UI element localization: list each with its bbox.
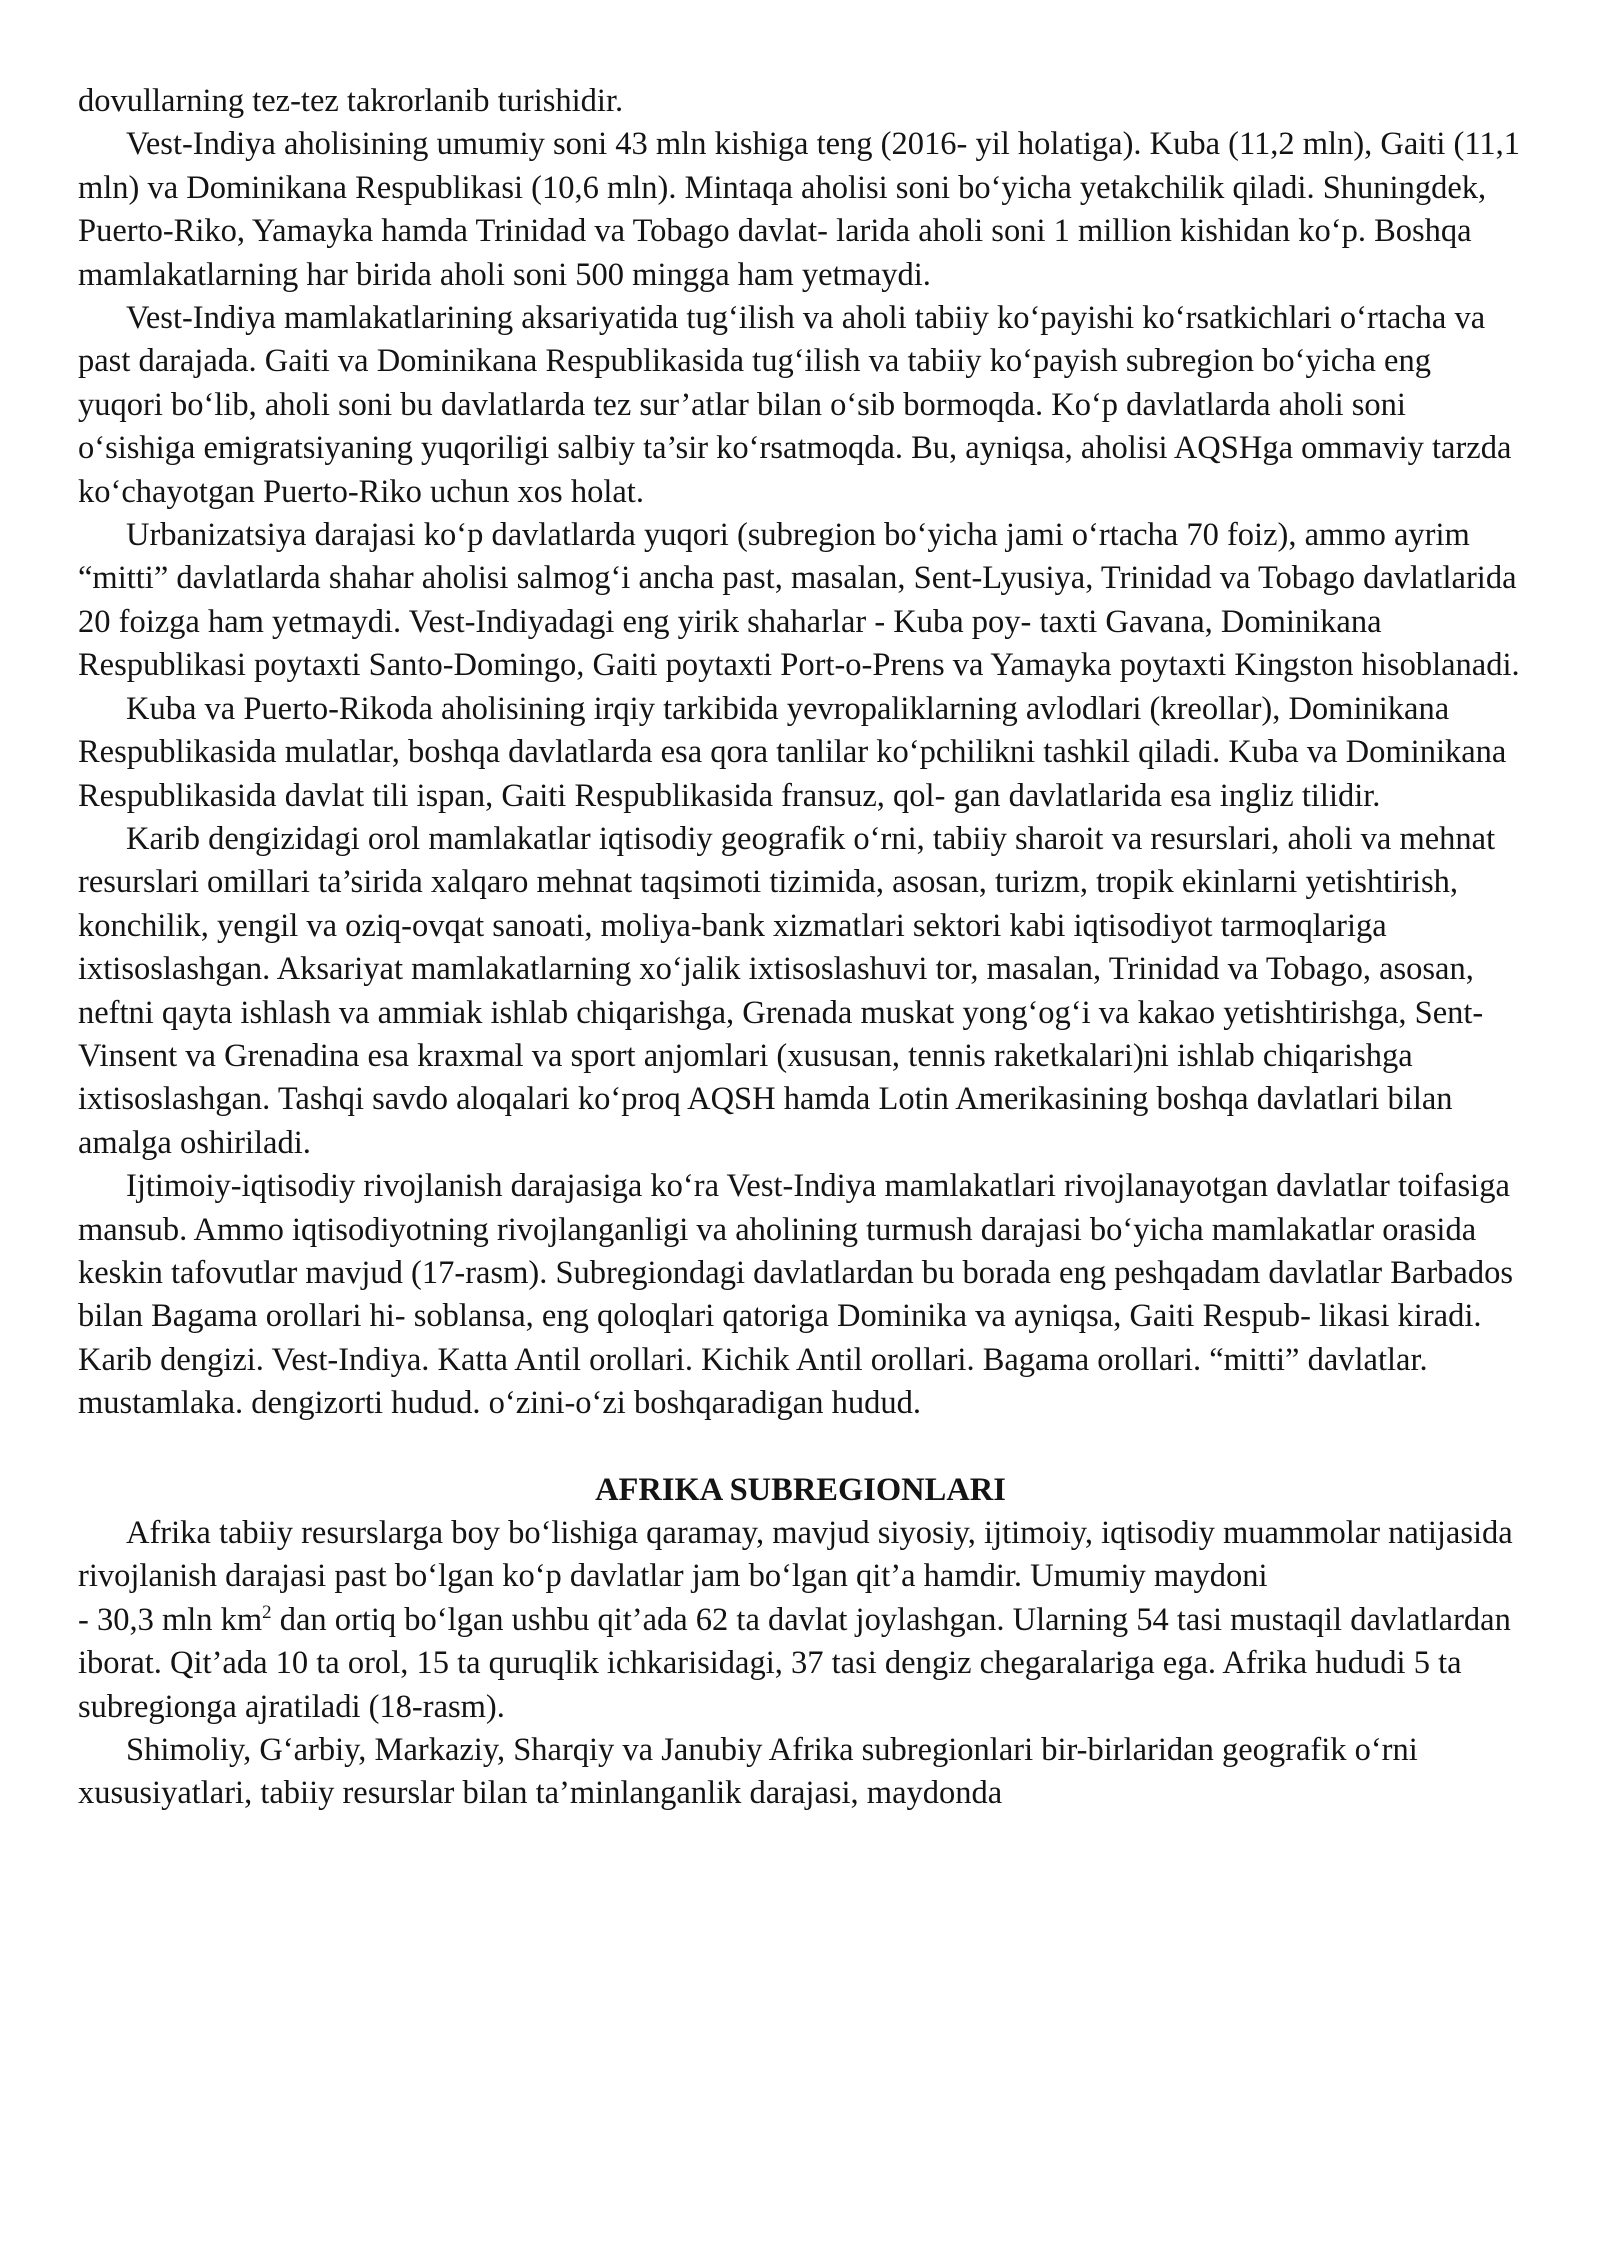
paragraph-africa-intro: Afrika tabiiy resurslarga boy bo‘lishiga qaramay, mavjud siyosiy, ijtimoiy, iqtisodiy muammolar natijasida rivojlanish darajasi past bo‘lgan ko‘p davlatlar jam bo‘lgan qit’a hamdir. Umumiy maydoni [78, 1515, 1513, 1595]
paragraph-economy-intro: Karib dengizidagi orol mamlakatlar iqtisodiy geografik o‘rni, tabiiy sharoit va resurslari, aholi va mehnat resurslari omillari ta’sirida xalqaro mehnat taqsimoti tizimida, asosan, turizm, tropik ekinlarni yetishtirish, [78, 820, 1496, 901]
paragraph-birth-rate: Vest-Indiya mamlakatlarining aksariyatida tug‘ilish va aholi tabiiy ko‘payishi ko‘rsatkichlari o‘rtacha va past darajada. Gaiti va Dominikana Respublikasida tug‘ilish va tabiiy ko‘payish subregion bo‘yicha eng yuqori bo‘lib, aholi soni bu davlatlarda tez sur’atlar bilan o‘sib bormoqda. Ko‘p davlatlarda aholi soni o‘sishiga emigratsiyaning yuqoriligi salbiy ta’sir ko‘rsatmoqda. Bu, ayniqsa, aholisi AQSHga ommaviy tarzda ko‘chayotgan Puerto-Riko uchun xos holat. [78, 300, 1512, 510]
keywords-line: Karib dengizi. Vest-Indiya. Katta Antil orollari. Kichik Antil orollari. Bagama orollari. “mitti” davlatlar. mustamlaka. dengizorti hudud. o‘zini-o‘zi boshqaradigan hudud. [78, 1341, 1428, 1422]
area-lead: - 30,3 mln km [78, 1601, 263, 1638]
paragraph-development-level: Ijtimoiy-iqtisodiy rivojlanish darajasiga ko‘ra Vest-Indiya mamlakatlari rivojlanayotgan davlatlar toifasiga mansub. Ammo iqtisodiyotning rivojlanganligi va aholining turmush darajasi bo‘yicha mamlakatlar orasida keskin tafovutlar mavjud (17-rasm). Subregiondagi davlatlardan bu borada eng peshqadam davlatlar Barbados bilan Bagama orollari hi- soblansa, eng qoloqlari qatoriga Dominika va ayniqsa, Gaiti Respub- likasi kiradi. [78, 1168, 1513, 1335]
document-page [78, 80, 1523, 1816]
area-rest: dan ortiq bo‘lgan ushbu qit’ada 62 ta davlat joylashgan. Ularning 54 tasi mustaqil davlatlardan iborat. Qit’ada 10 ta orol, 15 ta quruqlik ichkarisidagi, 37 tasi dengiz chegaralariga ega. Afrika hududi 5 ta subregionga ajratiladi (18-rasm). [78, 1601, 1511, 1725]
paragraph-economy-specialization: konchilik, yengil va oziq-ovqat sanoati, moliya-bank xizmatlari sektori kabi iqtisodiyot tarmoqlariga ixtisoslashgan. Aksariyat mamlakatlarning xo‘jalik ixtisoslashuvi tor, masalan, Trinidad va Tobago, asosan, neftni qayta ishlash va ammiak ishlab chiqarishga, Grenada muskat yong‘og‘i va kakao yetishtirishga, Sent-Vinsent va Grenadina esa kraxmal va sport anjomlari (xususan, tennis raketkalari)ni ishlab chiqarishga ixtisoslashgan. Tashqi savdo aloqalari ko‘proq AQSH hamda Lotin Amerikasining boshqa davlatlari bilan amalga oshiriladi. [78, 907, 1484, 1161]
paragraph-ethnic-composition: Kuba va Puerto-Rikoda aholisining irqiy tarkibida yevropaliklarning avlodlari (kreollar), Dominikana Respublikasida mulatlar, boshqa davlatlarda esa qora tanlilar ko‘pchilikni tashkil qiladi. Kuba va Dominikana Respublikasida davlat tili ispan, Gaiti Respublikasida fransuz, qol- gan davlatlarida esa ingliz tilidir. [78, 690, 1507, 814]
paragraph-africa-area [78, 1599, 1523, 1729]
paragraph-urbanization: Urbanizatsiya darajasi ko‘p davlatlarda yuqori (subregion bo‘yicha jami o‘rtacha 70 foiz), ammo ayrim “mitti” davlatlarda shahar aholisi salmog‘i ancha past, masalan, Sent-Lyusiya, Trinidad va Tobago davlatlarida 20 foizga ham yetmaydi. Vest-Indiyadagi eng yirik shaharlar - Kuba poy- taxti Gavana, Dominikana Respublikasi poytaxti Santo-Domingo, Gaiti poytaxti Port-o-Prens va Yamayka poytaxti Kingston hisoblanadi. [78, 517, 1520, 684]
paragraph-population: Vest-Indiya aholisining umumiy soni 43 mln kishiga teng (2016- yil holatiga). Kuba (11,2 mln), Gaiti (11,1 mln) va Dominikana Respublikasi (10,6 mln). Mintaqa aholisi soni bo‘yicha yetakchilik qiladi. Shuningdek, Puerto-Riko, Yamayka hamda Trinidad va Tobago davlat- larida aholi soni 1 million kishidan ko‘p. Boshqa mamlakatlarning har birida aholi soni 500 mingga ham yetmaydi. [78, 126, 1521, 293]
section-heading: AFRIKA SUBREGIONLARI [595, 1471, 1006, 1508]
paragraph-continuation: dovullarning tez-tez takrorlanib turishidir. [78, 83, 624, 119]
area-superscript: 2 [262, 1601, 272, 1623]
paragraph-subregions: Shimoliy, G‘arbiy, Markaziy, Sharqiy va Janubiy Afrika subregionlari bir-birlaridan geografik o‘rni xususiyatlari, tabiiy resurslar bilan ta’minlanganlik darajasi, maydonda [78, 1732, 1418, 1812]
